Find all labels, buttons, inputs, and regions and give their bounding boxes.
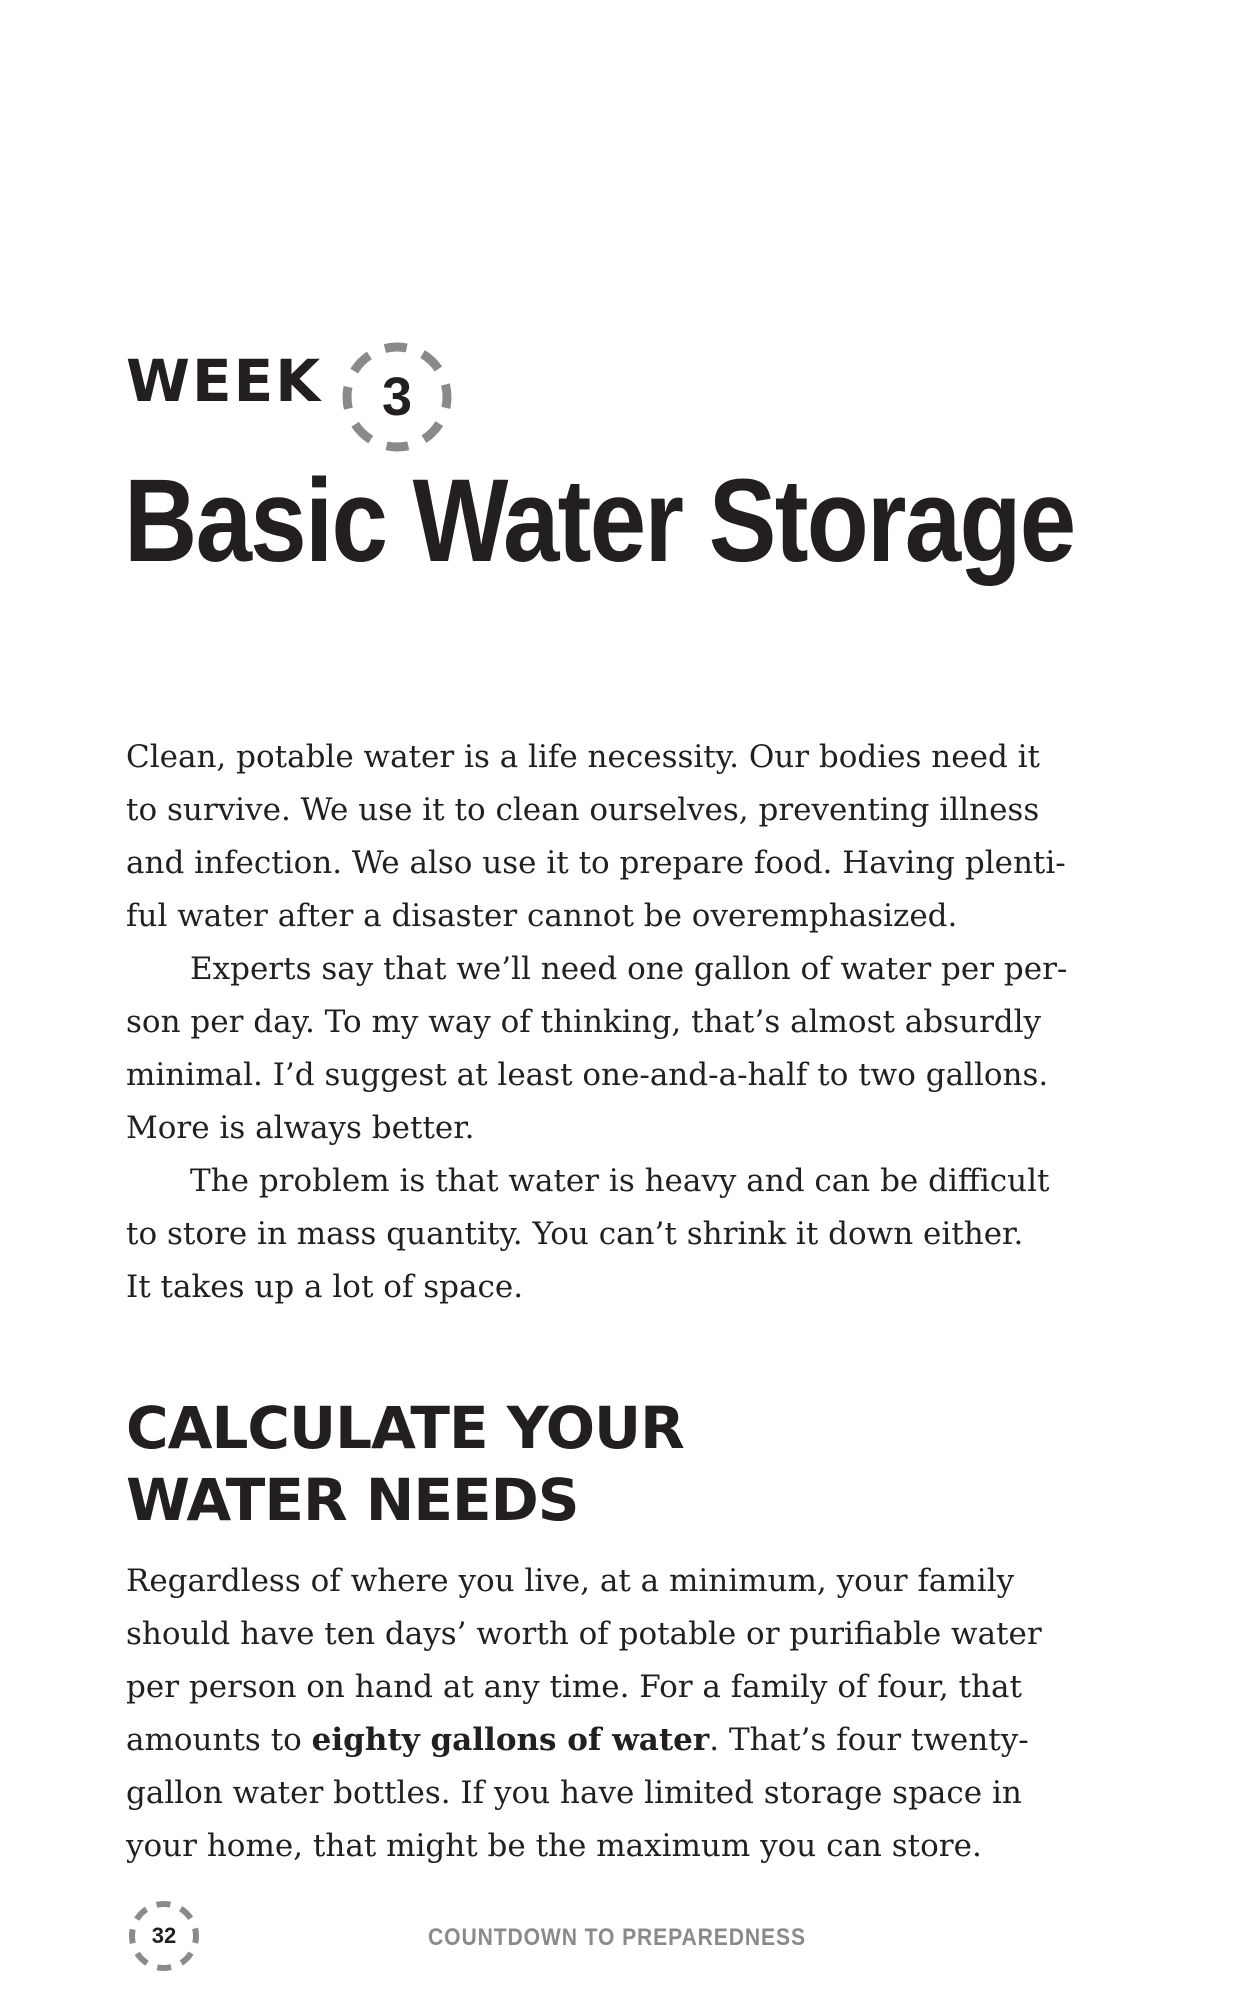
section-paragraph <box>126 1555 1086 1873</box>
text-line: Regardless of where you live, at a minimum, your family <box>126 1563 1015 1599</box>
text-line: The problem is that water is heavy and can be difficult <box>190 1163 1050 1199</box>
text-fragment: . That’s four twenty- <box>709 1722 1029 1758</box>
text-line: Experts say that we’ll need one gallon of water per per- <box>190 951 1068 987</box>
emphasis-eighty-gallons: eighty gallons of water <box>311 1722 710 1758</box>
text-line: minimal. I’d suggest at least one-and-a-half to two gallons. <box>126 1057 1049 1093</box>
chapter-title: Basic Water Storage <box>124 455 1075 587</box>
section-heading <box>126 1392 684 1536</box>
text-line: should have ten days’ worth of potable or purifiable water <box>126 1616 1042 1652</box>
text-line: to store in mass quantity. You can’t shrink it down either. <box>126 1216 1024 1252</box>
intro-paragraph-3 <box>126 1155 1086 1314</box>
text-line: ful water after a disaster cannot be overemphasized. <box>126 898 958 934</box>
section-heading-line-1: CALCULATE YOUR <box>126 1394 684 1462</box>
section-text <box>126 1555 1086 1873</box>
text-line-with-emphasis <box>126 1714 1086 1767</box>
text-line: your home, that might be the maximum you can store. <box>126 1828 982 1864</box>
text-fragment: amounts to <box>126 1722 312 1758</box>
section-heading-line-2: WATER NEEDS <box>126 1466 579 1534</box>
text-line: per person on hand at any time. For a family of four, that <box>126 1669 1022 1705</box>
text-line: son per day. To my way of thinking, that’s almost absurdly <box>126 1004 1042 1040</box>
running-head: COUNTDOWN TO PREPAREDNESS <box>428 1924 806 1951</box>
text-line: and infection. We also use it to prepare food. Having plenti- <box>126 845 1066 881</box>
week-number: 3 <box>381 367 413 427</box>
text-line: to survive. We use it to clean ourselves, preventing illness <box>126 792 1040 828</box>
text-line: Clean, potable water is a life necessity. Our bodies need it <box>126 739 1041 775</box>
page-number: 32 <box>151 1923 177 1948</box>
text-line: It takes up a lot of space. <box>126 1269 524 1305</box>
text-line: More is always better. <box>126 1110 475 1146</box>
week-label: WEEK <box>126 347 323 415</box>
intro-paragraph-2 <box>126 943 1086 1155</box>
intro-paragraph-1 <box>126 731 1086 943</box>
intro-text <box>126 731 1086 1314</box>
text-line: gallon water bottles. If you have limited storage space in <box>126 1775 1022 1811</box>
